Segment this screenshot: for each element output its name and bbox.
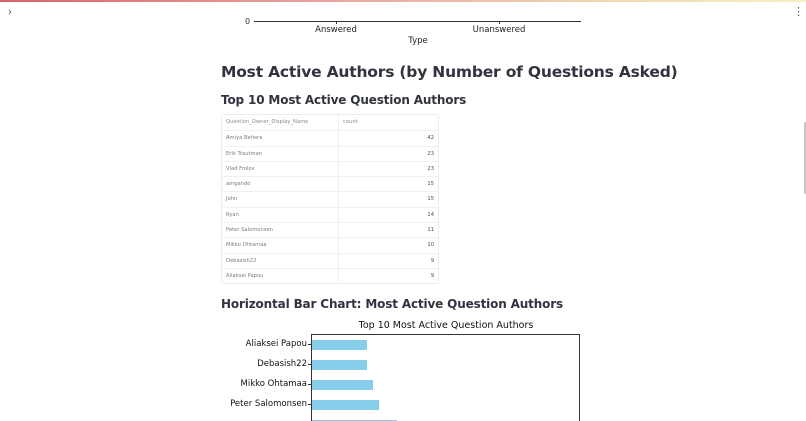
column-header-count[interactable]: count <box>343 119 358 125</box>
kebab-menu-icon[interactable]: ⋮ <box>793 5 804 18</box>
x-tick <box>499 21 500 24</box>
table-header-row <box>222 115 438 130</box>
cell-count[interactable]: 14 <box>427 211 434 218</box>
cell-count[interactable]: 23 <box>427 150 434 157</box>
cell-count[interactable]: 11 <box>427 227 434 234</box>
cell-count[interactable]: 10 <box>427 242 434 249</box>
cell-name[interactable]: Amiya Behera <box>222 131 339 145</box>
cell-name[interactable]: Peter Salomonsen <box>222 223 339 237</box>
table-subheader: Top 10 Most Active Question Authors <box>221 93 467 107</box>
authors-dataframe[interactable] <box>221 114 439 284</box>
bar-peter-salomonsen <box>312 400 379 410</box>
x-tick-label-unanswered: Unanswered <box>472 25 526 35</box>
cell-count[interactable]: 23 <box>427 165 434 172</box>
table-row <box>222 237 438 252</box>
chevron-right-icon[interactable]: › <box>7 5 13 18</box>
bar-mikko-ohtamaa <box>312 380 373 390</box>
x-axis-label: Type <box>408 36 428 46</box>
table-row <box>222 253 438 268</box>
cell-count[interactable]: 15 <box>427 181 434 188</box>
table-row <box>222 207 438 222</box>
cell-name[interactable]: Mikko Ohtamaa <box>222 238 339 252</box>
cell-count[interactable]: 42 <box>427 135 434 142</box>
y-label-peter-salomonsen: Peter Salomonsen <box>230 399 307 409</box>
chart-axes <box>311 334 580 421</box>
table-row <box>222 161 438 176</box>
y-tick-zero: 0 <box>245 17 251 26</box>
y-label-mikko-ohtamaa: Mikko Ohtamaa <box>240 379 307 389</box>
cell-name[interactable]: Debasish22 <box>222 254 339 268</box>
table-row <box>222 146 438 161</box>
table-row <box>222 191 438 206</box>
table-row <box>222 130 438 145</box>
table-row <box>222 268 438 283</box>
chart-subheader: Horizontal Bar Chart: Most Active Question Authors <box>221 297 564 311</box>
bar-debasish22 <box>312 360 367 370</box>
cell-name[interactable]: Ryan <box>222 208 339 222</box>
y-tick <box>308 344 311 345</box>
chart-title: Top 10 Most Active Question Authors <box>358 320 534 331</box>
column-header-name[interactable]: Question_Owner_Display_Name <box>222 115 339 130</box>
y-tick <box>308 384 311 385</box>
x-tick <box>336 21 337 24</box>
top-decoration-bar <box>0 0 806 2</box>
horizontal-bar-chart <box>230 318 590 421</box>
cell-count[interactable]: 9 <box>430 257 434 264</box>
cell-name[interactable]: John <box>222 192 339 206</box>
table-row <box>222 222 438 237</box>
x-axis-line <box>254 21 581 22</box>
cell-name[interactable]: Vlad Frolov <box>222 162 339 176</box>
answered-unanswered-chart <box>240 14 585 50</box>
cell-count[interactable]: 9 <box>430 272 434 279</box>
bar-aliaksei-papou <box>312 340 367 350</box>
section-title: Most Active Authors (by Number of Questions Asked) <box>221 63 678 81</box>
x-tick-label-answered: Answered <box>315 25 357 35</box>
cell-name[interactable]: Aliaksei Papou <box>222 269 339 283</box>
y-tick <box>308 404 311 405</box>
y-label-aliaksei-papou: Aliaksei Papou <box>245 339 307 349</box>
table-row <box>222 176 438 191</box>
cell-count[interactable]: 15 <box>427 196 434 203</box>
cell-name[interactable]: amgando <box>222 177 339 191</box>
y-label-debasish22: Debasish22 <box>257 359 307 369</box>
cell-name[interactable]: Erik Trautman <box>222 147 339 161</box>
y-tick <box>308 364 311 365</box>
